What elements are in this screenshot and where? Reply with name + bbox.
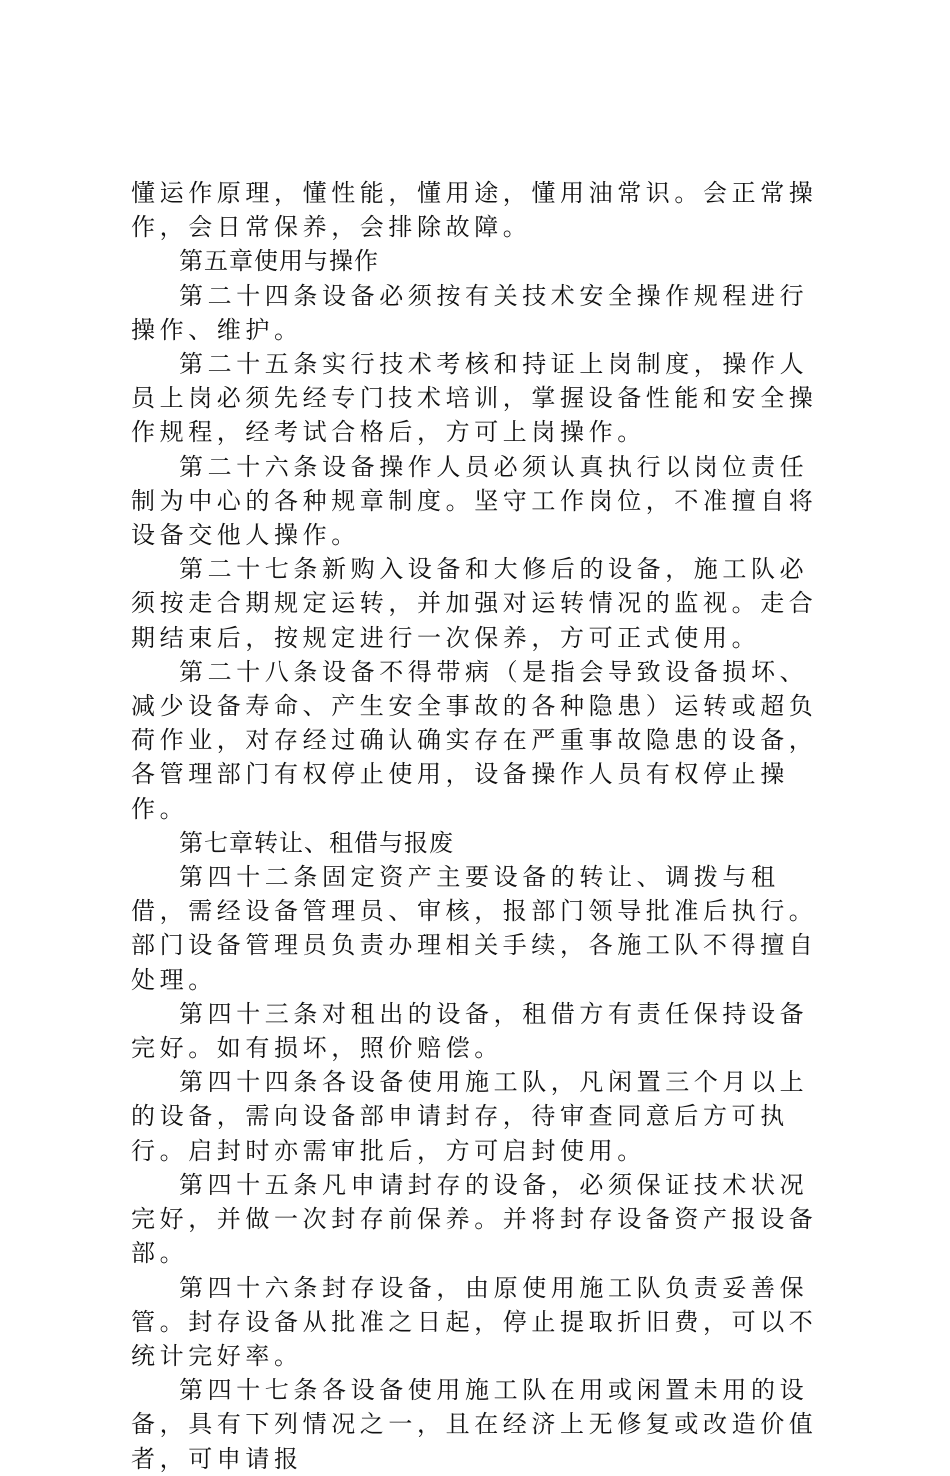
document-body xyxy=(131,176,831,1476)
article-45: 第四十五条凡申请封存的设备，必须保证技术状况完好，并做一次封存前保养。并将封存设备资产报设备部。 xyxy=(131,1170,818,1268)
article-27: 第二十七条新购入设备和大修后的设备，施工队必须按走合期规定运转，并加强对运转情况的监视。走合期结束后，按规定进行一次保养，方可正式使用。 xyxy=(131,555,818,652)
article-24: 第二十四条设备必须按有关技术安全操作规程进行操作、维护。 xyxy=(131,281,809,344)
paragraph-continuation: 懂运作原理，懂性能，懂用途，懂用油常识。会正常操作，会日常保养，会排除故障。 xyxy=(131,179,818,242)
article-26: 第二十六条设备操作人员必须认真执行以岗位责任制为中心的各种规章制度。坚守工作岗位，不准擅自将设备交他人操作。 xyxy=(131,452,818,550)
article-28: 第二十八条设备不得带病（是指会导致设备损坏、减少设备寿命、产生安全事故的各种隐患）运转或超负荷作业，对存经过确认确实存在严重事故隐患的设备，各管理部门有权停止使用，设备操作人员有权停止操作。 xyxy=(131,657,818,823)
article-46: 第四十六条封存设备，由原使用施工队负责妥善保管。封存设备从批准之日起，停止提取折旧费，可以不统计完好率。 xyxy=(131,1273,818,1370)
article-47: 第四十七条各设备使用施工队在用或闲置未用的设备，具有下列情况之一，且在经济上无修复或改造价值者，可申请报 xyxy=(131,1376,818,1473)
article-43: 第四十三条对租出的设备，租借方有责任保持设备完好。如有损坏，照价赔偿。 xyxy=(131,999,809,1063)
chapter-heading-5: 第五章使用与操作 xyxy=(179,247,379,276)
chapter-heading-7: 第七章转让、租借与报废 xyxy=(179,828,454,857)
article-42: 第四十二条固定资产主要设备的转让、调拨与租借，需经设备管理员、审核，报部门领导批准后执行。部门设备管理员负责办理相关手续，各施工队不得擅自处理。 xyxy=(131,863,818,994)
article-25: 第二十五条实行技术考核和持证上岗制度，操作人员上岗必须先经专门技术培训，掌握设备性能和安全操作规程，经考试合格后，方可上岗操作。 xyxy=(131,350,818,447)
article-44: 第四十四条各设备使用施工队，凡闲置三个月以上的设备，需向设备部申请封存，待审查同意后方可执行。启封时亦需审批后，方可启封使用。 xyxy=(131,1068,809,1165)
